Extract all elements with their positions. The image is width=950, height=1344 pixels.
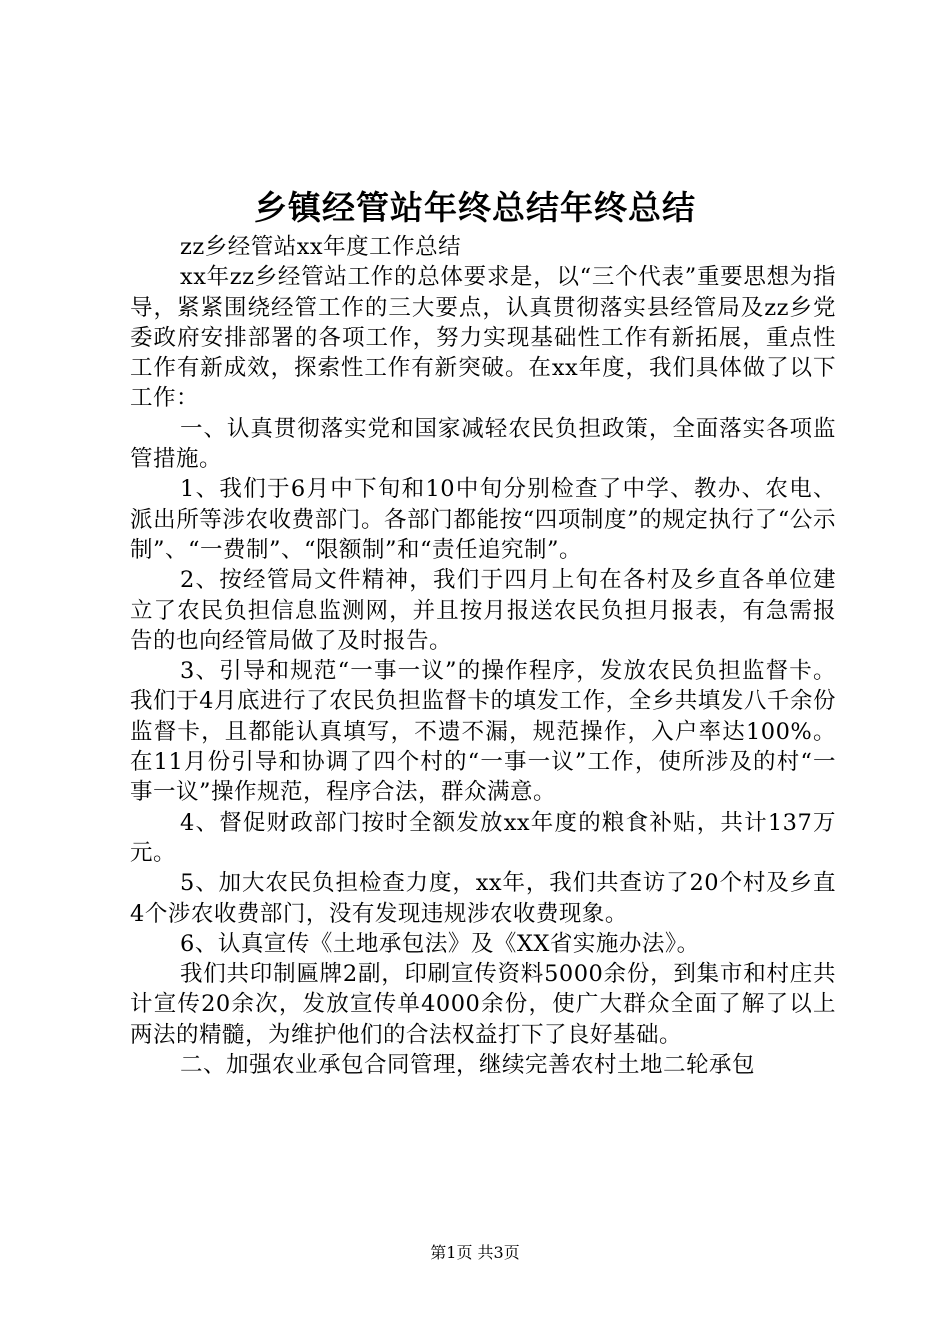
paragraph-intro: xx年zz乡经管站工作的总体要求是，以“三个代表”重要思想为指导，紧紧围绕经管工作的三大要点，认真贯彻落实县经管局及zz乡党委政府安排部署的各项工作，努力实现基础性工作有新拓展，重点性工作有新成效，探索性工作有新突破。在xx年度，我们具体做了以下工作：	[130, 264, 836, 412]
paragraph-section-2-heading: 二、加强农业承包合同管理，继续完善农村土地二轮承包	[180, 1052, 756, 1079]
document-title: 乡镇经管站年终总结年终总结	[254, 188, 696, 227]
paragraph-item-2: 2、按经管局文件精神，我们于四月上旬在各村及乡直各单位建立了农民负担信息监测网，并且按月报送农民负担月报表，有急需报告的也向经管局做了及时报告。	[130, 567, 836, 654]
page-footer: 第1页 共3页	[430, 1243, 520, 1262]
paragraph-section-1-heading: 一、认真贯彻落实党和国家减轻农民负担政策，全面落实各项监管措施。	[130, 415, 836, 473]
paragraph-item-6: 6、认真宣传《土地承包法》及《XX省实施办法》。	[180, 930, 700, 957]
paragraph-item-4: 4、督促财政部门按时全额发放xx年度的粮食补贴，共计137万元。	[130, 809, 836, 866]
paragraph-item-3: 3、引导和规范“一事一议”的操作程序，发放农民负担监督卡。我们于4月底进行了农民负担监督卡的填发工作，全乡共填发八千余份监督卡，且都能认真填写，不遗不漏，规范操作，入户率达100%。在11月份引导和协调了四个村的“一事一议”工作，使所涉及的村“一事一议”操作规范，程序合法，群众满意。	[130, 658, 836, 806]
paragraph-item-5: 5、加大农民负担检查力度，xx年，我们共查访了20个村及乡直4个涉农收费部门，没有发现违规涉农收费现象。	[130, 870, 836, 927]
paragraph-item-1: 1、我们于6月中下旬和10中旬分别检查了中学、教办、农电、派出所等涉农收费部门。各部门都能按“四项制度”的规定执行了“公示制”、“一费制”、“限额制”和“责任追究制”。	[130, 476, 836, 563]
paragraph-subtitle: zz乡经管站xx年度工作总结	[180, 234, 462, 260]
paragraph-item-6-detail: 我们共印制匾牌2副，印刷宣传资料5000余份，到集市和村庄共计宣传20余次，发放宣传单4000余份，使广大群众全面了解了以上两法的精髓，为维护他们的合法权益打下了良好基础。	[130, 961, 836, 1048]
document-body	[130, 232, 836, 1080]
